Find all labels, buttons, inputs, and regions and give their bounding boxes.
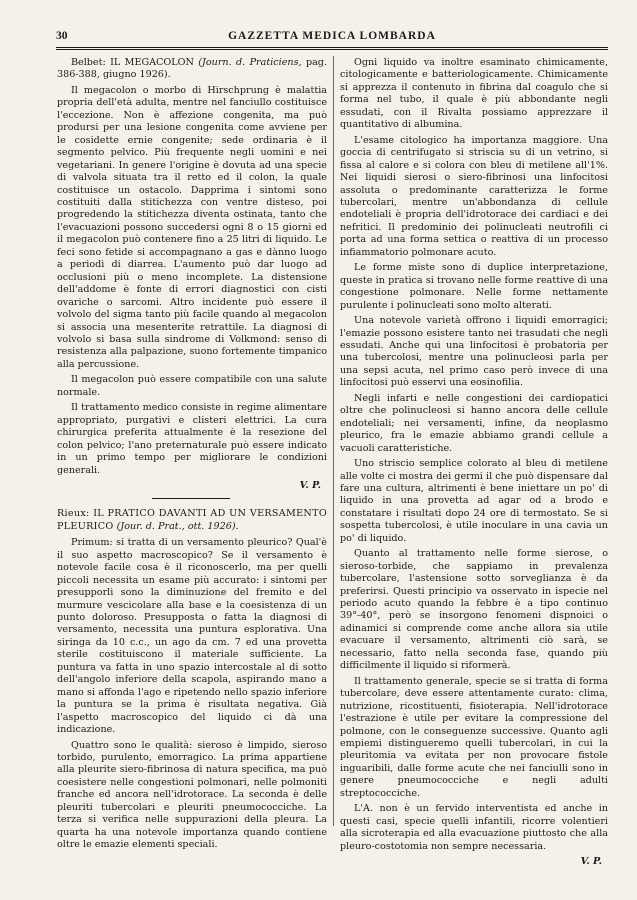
article-2-paragraph: Il trattamento generale, specie se si tratta di forma tubercolare, deve essere attentamente curato: clima, nutrizione, ricostituenti, fisioterapia. Nell'idrotorace l'estrazione è utile per evitare la compressione del polmone, con le conseguenze successive. Quanto agli empiemi distingueremo quelli tubercolari, in cui la pleuritomia va evitata per non provocare fistole inguaribili, dalle forme acute che nei fanciulli sono in genere pneumococciche e negli adulti streptococciche. xyxy=(340,675,608,799)
article-1-paragraph: Il megacolon può essere compatibile con una salute normale. xyxy=(57,374,327,398)
article-2-paragraph: Primum: si tratta di un versamento pleurico? Qual'è il suo aspetto macroscopico? Se il versamento è notevole facile cosa è il riconoscerlo, ma per quelli piccoli necessita un esame più accurato: i sintomi per presupporli sono la diminuzione del fremito e del murmure vescicolare alla base e la coesistenza di un punto doloroso. Presupposta o fatta la diagnosi di versamento, necessita una puntura esplorativa. Una siringa da 10 c.c., un ago da cm. 7 ed una provetta sterile costituiscono il materiale sufficiente. La puntura va fatta in uno spazio intercostale al di sotto dell'angolo inferiore della scapola, aspirando mano a mano si affonda l'ago e ripetendo nello spazio inferiore la puntura se la prima è risultata negativa. Già l'aspetto macroscopico del liquido ci dà una indicazione. xyxy=(57,537,327,736)
column-divider xyxy=(333,56,334,826)
article-1-pages: pag. 386-388, giugno 1926). xyxy=(57,57,327,81)
article-1-author-title: Belbet: IL MEGACOLON xyxy=(71,57,194,68)
header-rule-thin xyxy=(56,49,608,50)
page-number: 30 xyxy=(56,30,68,42)
article-2-reference xyxy=(57,508,327,533)
article-2-paragraph: L'esame citologico ha importanza maggiore. Una goccia di centrifugato si striscia su di un vetrino, si fissa al calore e si colora con bleu di metilene all'1%. Nei liquidi sierosi o siero-fibrinosi una linfocitosi assoluta o predominante caratterizza le forme tubercolari, mentre un'abbondanza di cellule endoteliali è propria dell'idrotorace dei cardiaci e dei nefritici. Il predominio dei polinucleati neutrofili ci porta ad una forma settica o reattiva di un processo infiammatorio polmonare acuto. xyxy=(340,134,608,258)
left-column xyxy=(57,57,327,855)
article-2-paragraph: Una notevole varietà offrono i liquidi emorragici; l'emazie possono esistere tanto nei trasudati che negli essudati. Anche qui una linfocitosi è probatoria per una tubercolosi, mentre una polinucleosi parla per una sepsi acuta, nel primo caso però invece di una linfocitosi può esservi una eosinofilia. xyxy=(340,315,608,389)
article-2-paragraph: Quattro sono le qualità: sieroso è limpido, sieroso torbido, purulento, emorragico. La prima appartiene alla pleurite siero-fibrinosa di natura specifica, ma può coesistere nelle congestioni polmonari, nelle polmoniti franche ed ancora nell'idrotorace. La seconda è delle pleuriti tubercolari e pleuriti pneumococciche. La terza si verifica nelle suppurazioni della pleura. La quarta ha una notevole importanza quando contiene oltre le emazie elementi speciali. xyxy=(57,739,327,851)
article-2-paragraph: Uno striscio semplice colorato al bleu di metilene alle volte ci mostra dei germi il che può dispensare dal fare una cultura, altrimenti è bene iniettare un po' di liquido in una provetta ad agar od a brodo e constatare i risultati dopo 24 ore di termostato. Se si sospetta tubercolosi, è utile inoculare in una cavia un po' di liquido. xyxy=(340,458,608,544)
article-2-paragraph: Le forme miste sono di duplice interpretazione, queste in pratica si trovano nelle forme reattive di una congestione polmonare. Nelle forme nettamente purulente i polinucleati sono molto alterati. xyxy=(340,262,608,311)
article-1-paragraph: Il trattamento medico consiste in regime alimentare appropriato, purgativi e clisteri elettrici. La cura chirurgica preferita attualmente è la resezione del colon pelvico; l'ano preternaturale può essere indicato in un primo tempo per migliorare le condizioni generali. xyxy=(57,402,327,476)
right-column xyxy=(340,57,608,871)
article-1-signature: V. P. xyxy=(299,479,321,491)
article-2-journal: (Jour. d. Prat., xyxy=(116,520,185,532)
journal-title: GAZZETTA MEDICA LOMBARDA xyxy=(228,30,436,42)
article-1-paragraph: Il megacolon o morbo di Hirschprung è malattia propria dell'età adulta, mentre nel fanciullo costituisce l'eccezione. Non è affezione congenita, ma può prodursi per una lesione congenita come avviene per le cosidette ernie congenite; sede ordinaria è il segmento pelvico. Più frequente negli uomini e nei vegetariani. In genere l'origine è dovuta ad una specie di valvola situata tra il retto ed il colon, la quale costituisce un ostacolo. Dapprima i sintomi sono costituiti dalla stitichezza con ventre disteso, poi progredendo la stitichezza diventa ostinata, tanto che l'evacuazioni possono succedersi ogni 8 o 15 giorni ed il megacolon può contenere fino a 25 litri di liquido. Le feci sono fetide si accompagnano a gas e dànno luogo a periodi di diarrea. L'aumento può dar luogo ad occlusioni più o meno incomplete. La distensione dell'addome è fonte di errori diagnostici con cisti ovariche o sarcomi. Altro incidente può essere il volvolo del sigma tanto più facile quando al megacolon si associa una mesenterite retrattile. La diagnosi di volvolo si basa sulla sindrome di Volkmond: senso di resistenza alla palpazione, suono fortemente timpanico alla percussione. xyxy=(57,84,327,370)
article-2-paragraph: Ogni liquido va inoltre esaminato chimicamente, citologicamente e batteriologicamente. Chimicamente si apprezza il contenuto in fibrina dal coagulo che si forma nel tubo, il quale è più abbondante negli essudati, con il Rivalta possiamo apprezzare il quantitativo di albumina. xyxy=(340,57,608,131)
article-separator xyxy=(57,496,327,502)
article-2-paragraph: L'A. non è un fervido interventista ed anche in questi casi, specie quelli infantili, ricorre volentieri alla sicroterapia ed alla evacuazione piuttosto che alla pleuro-costotomia non sempre necessaria. xyxy=(340,803,608,852)
article-2-paragraph: Quanto al trattamento nelle forme sierose, o sieroso-torbide, che sappiamo in prevalenza tubercolare, l'astensione sotto sorveglianza è da preferirsi. Questi principio va osservato in ispecie nel periodo acuto quando la febbre è a tipo continuo 39°-40°, però se insorgono fenomeni dispnoici o adinamici si comprende come anche allora sia utile evacuare il versamento, altrimenti ciò sarà, se necessario, fatto nella seconda fase, quando più difficilmente il liquido si riformerà. xyxy=(340,548,608,672)
article-1-reference xyxy=(57,57,327,82)
header-rule xyxy=(56,47,608,48)
article-2-date: ott. 1926). xyxy=(187,520,239,532)
article-2-author-title: Rieux: IL PRATICO DAVANTI AD UN VERSAMENTO PLEURICO xyxy=(57,508,327,532)
article-2-signature: V. P. xyxy=(580,856,602,868)
article-2-paragraph: Negli infarti e nelle congestioni dei cardiopatici oltre che polinucleosi si hanno ancora delle cellule endoteliali; nei versamenti, infine, da neoplasmo pleurico, fra le emazie abbiamo grandi cellule a vacuoli caratteristiche. xyxy=(340,392,608,454)
article-1-journal: (Journ. d. Praticiens, xyxy=(198,57,302,68)
